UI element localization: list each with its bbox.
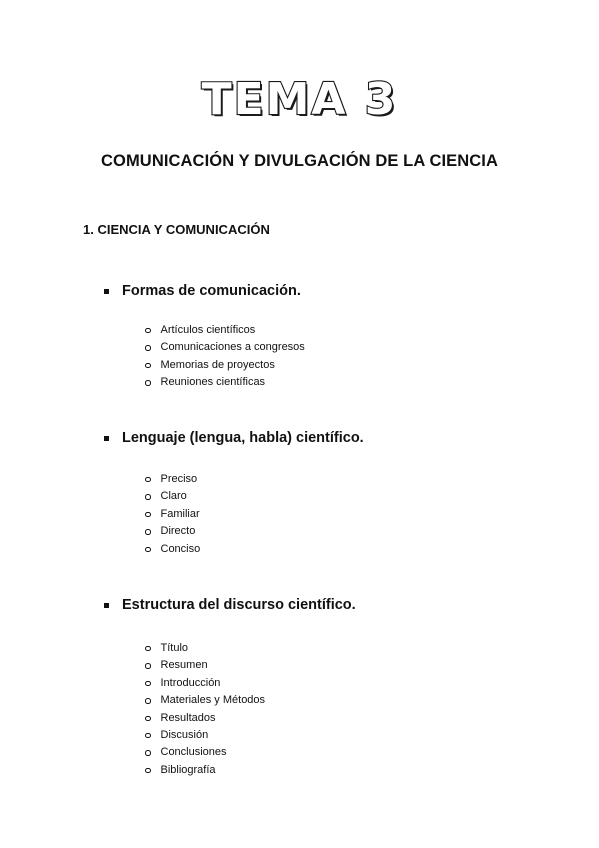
topic-formas-de-comunicacion xyxy=(104,283,301,299)
list-item xyxy=(145,374,305,391)
list-item-label: Preciso xyxy=(160,473,198,485)
list-item-label: Memorias de proyectos xyxy=(160,358,275,371)
circle-bullet-icon xyxy=(145,512,151,518)
circle-bullet-icon xyxy=(145,477,151,483)
list-item xyxy=(145,339,305,356)
list-item xyxy=(145,744,265,761)
list-item xyxy=(145,322,305,339)
circle-bullet-icon xyxy=(145,363,151,369)
list-item-label: Reuniones científicas xyxy=(160,376,266,389)
circle-bullet-icon xyxy=(145,345,151,351)
circle-bullet-icon xyxy=(145,328,151,334)
list-item xyxy=(145,523,200,540)
topic-2-list xyxy=(145,471,200,558)
tema-title: TEMA 3 xyxy=(201,74,398,125)
list-item xyxy=(145,506,200,523)
list-item-label: Comunicaciones a congresos xyxy=(160,341,305,354)
circle-bullet-icon xyxy=(145,646,151,652)
list-item-label: Discusión xyxy=(160,728,209,741)
list-item xyxy=(145,471,200,488)
list-item xyxy=(145,488,200,505)
list-item-label: Familiar xyxy=(160,507,200,520)
circle-bullet-icon xyxy=(145,681,151,687)
square-bullet-icon xyxy=(104,603,109,608)
topic-lenguaje-cientifico xyxy=(104,430,364,446)
list-item-label: Conclusiones xyxy=(160,746,227,759)
document-subtitle: COMUNICACIÓN Y DIVULGACIÓN DE LA CIENCIA xyxy=(101,152,498,170)
circle-bullet-icon xyxy=(145,698,151,704)
topic-1-list xyxy=(145,322,305,392)
list-item-label: Introducción xyxy=(160,676,221,689)
list-item-label: Bibliografía xyxy=(160,763,216,776)
topic-label: Formas de comunicación. xyxy=(122,283,301,299)
list-item xyxy=(145,692,265,709)
list-item-label: Directo xyxy=(160,525,196,538)
list-item-label: Materiales y Métodos xyxy=(160,694,266,707)
list-item-label: Resultados xyxy=(160,711,216,724)
circle-bullet-icon xyxy=(145,547,151,553)
list-item xyxy=(145,640,265,657)
list-item xyxy=(145,657,265,674)
circle-bullet-icon xyxy=(145,663,151,669)
topic-estructura-del-discurso xyxy=(104,597,356,613)
topic-label: Estructura del discurso científico. xyxy=(122,597,356,613)
square-bullet-icon xyxy=(104,289,109,294)
list-item xyxy=(145,710,265,727)
circle-bullet-icon xyxy=(145,529,151,535)
list-item-label: Título xyxy=(160,642,189,654)
list-item-label: Artículos científicos xyxy=(160,324,256,336)
topic-label: Lenguaje (lengua, habla) científico. xyxy=(122,430,364,446)
list-item xyxy=(145,357,305,374)
list-item xyxy=(145,675,265,692)
list-item xyxy=(145,762,265,779)
list-item xyxy=(145,541,200,558)
circle-bullet-icon xyxy=(145,750,151,756)
circle-bullet-icon xyxy=(145,733,151,739)
circle-bullet-icon xyxy=(145,716,151,722)
topic-3-list xyxy=(145,640,265,779)
circle-bullet-icon xyxy=(145,768,151,774)
circle-bullet-icon xyxy=(145,494,151,500)
list-item-label: Claro xyxy=(160,490,187,503)
list-item-label: Conciso xyxy=(160,542,201,555)
section-heading: 1. CIENCIA Y COMUNICACIÓN xyxy=(83,222,270,237)
circle-bullet-icon xyxy=(145,380,151,386)
list-item xyxy=(145,727,265,744)
list-item-label: Resumen xyxy=(160,659,208,672)
square-bullet-icon xyxy=(104,436,109,441)
